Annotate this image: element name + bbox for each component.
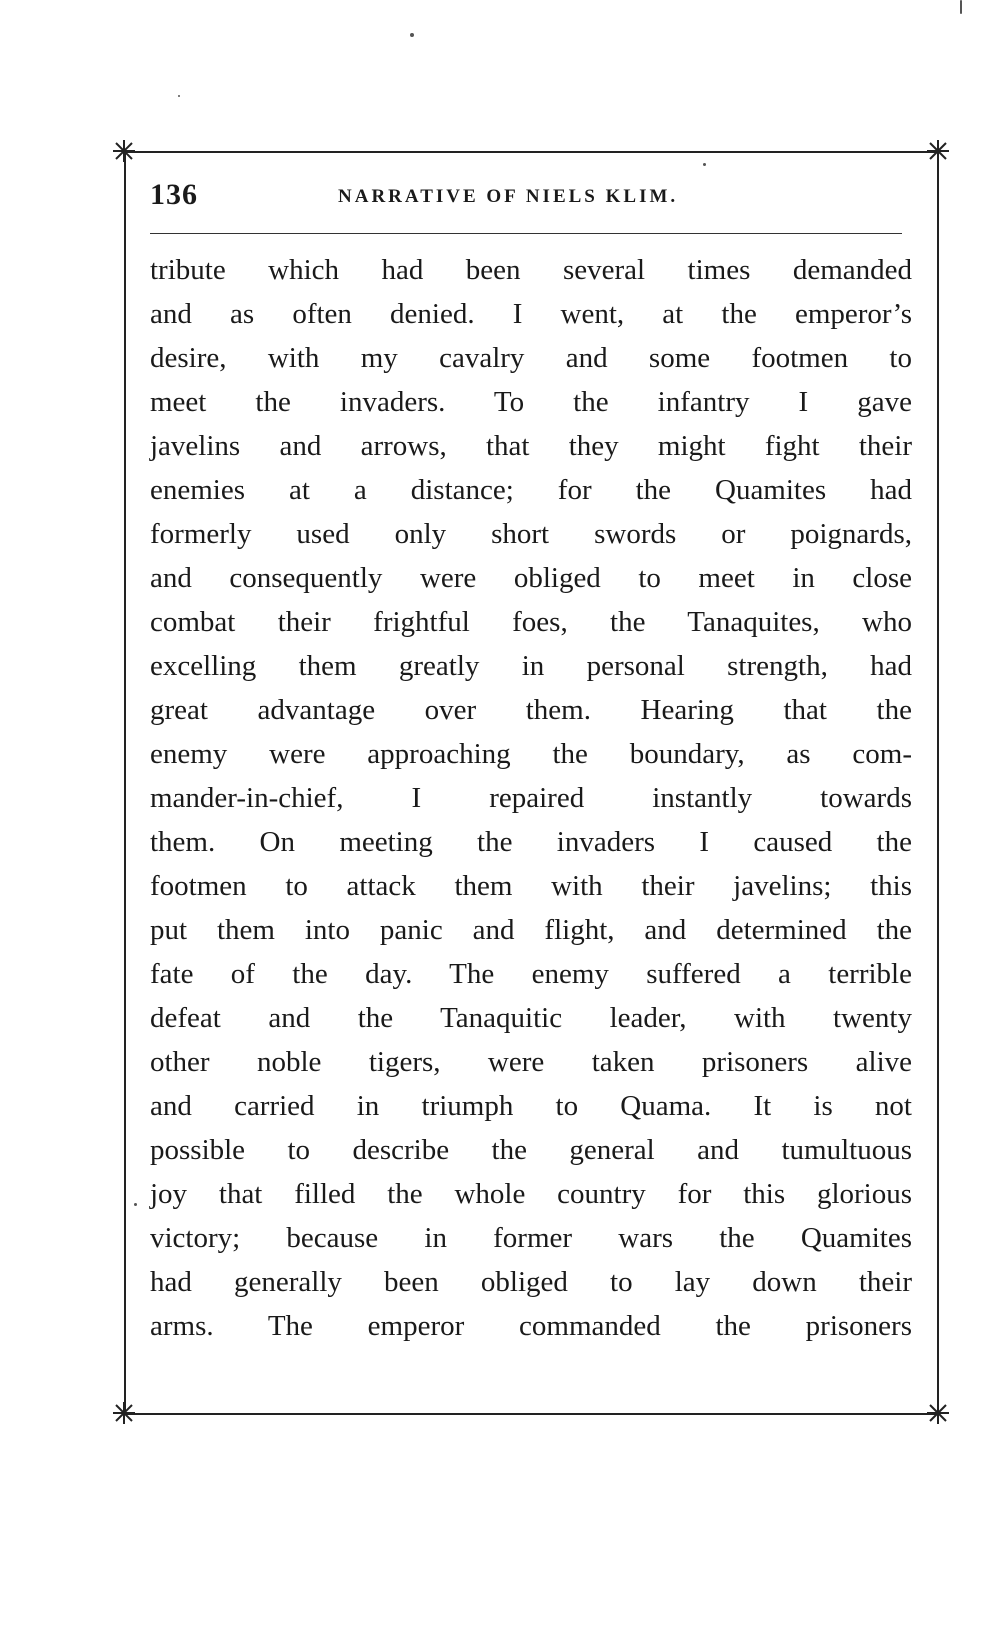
text-line: defeat and the Tanaquitic leader, with twenty xyxy=(150,1002,912,1034)
running-title: NARRATIVE OF NIELS KLIM. xyxy=(338,186,679,207)
speck xyxy=(134,1203,137,1206)
frame-left-rule xyxy=(124,151,126,1413)
text-line: arms. The emperor commanded the prisoners xyxy=(150,1310,912,1342)
text-line: them. On meeting the invaders I caused the xyxy=(150,826,912,858)
speck xyxy=(178,95,180,97)
header-rule xyxy=(150,233,902,234)
text-line: combat their frightful foes, the Tanaquites, who xyxy=(150,606,912,638)
speck xyxy=(703,163,706,166)
corner-ornament-icon xyxy=(111,138,137,164)
page-number: 136 xyxy=(150,178,198,211)
text-line: great advantage over them. Hearing that the xyxy=(150,694,912,726)
text-line: javelins and arrows, that they might fight their xyxy=(150,430,912,462)
text-line: victory; because in former wars the Quamites xyxy=(150,1222,912,1254)
frame-right-rule xyxy=(937,151,939,1413)
corner-ornament-icon xyxy=(925,138,951,164)
text-line: excelling them greatly in personal strength, had xyxy=(150,650,912,682)
corner-ornament-icon xyxy=(111,1400,137,1426)
text-line: put them into panic and flight, and determined the xyxy=(150,914,912,946)
body-text xyxy=(150,248,912,1348)
text-line: enemies at a distance; for the Quamites had xyxy=(150,474,912,506)
corner-ornament-icon xyxy=(925,1400,951,1426)
text-line: and carried in triumph to Quama. It is not xyxy=(150,1090,912,1122)
text-line: had generally been obliged to lay down their xyxy=(150,1266,912,1298)
text-line: other noble tigers, were taken prisoners alive xyxy=(150,1046,912,1078)
text-line: formerly used only short swords or poignards, xyxy=(150,518,912,550)
text-line: fate of the day. The enemy suffered a terrible xyxy=(150,958,912,990)
text-line: meet the invaders. To the infantry I gave xyxy=(150,386,912,418)
text-line: desire, with my cavalry and some footmen to xyxy=(150,342,912,374)
text-line: possible to describe the general and tumultuous xyxy=(150,1134,912,1166)
text-line: tribute which had been several times demanded xyxy=(150,254,912,286)
text-line: mander-in-chief, I repaired instantly towards xyxy=(150,782,912,814)
text-line: and as often denied. I went, at the emperor’s xyxy=(150,298,912,330)
text-line: footmen to attack them with their javelins; this xyxy=(150,870,912,902)
speck xyxy=(410,33,414,37)
page-header xyxy=(150,178,910,218)
frame-top-rule xyxy=(122,151,940,153)
speck xyxy=(960,0,962,14)
text-line: enemy were approaching the boundary, as com- xyxy=(150,738,912,770)
frame-bottom-rule xyxy=(122,1413,940,1415)
text-line: joy that filled the whole country for this glorious xyxy=(150,1178,912,1210)
text-line: and consequently were obliged to meet in close xyxy=(150,562,912,594)
